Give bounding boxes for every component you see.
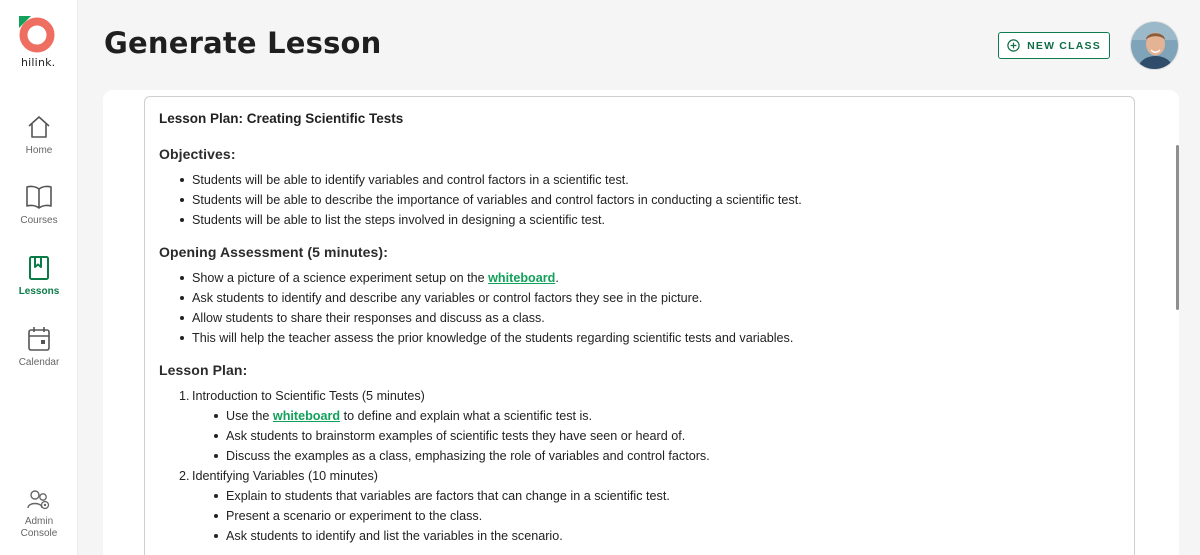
- logo-mark-icon: [18, 16, 58, 56]
- home-icon: [26, 114, 52, 140]
- step-title: Introduction to Scientific Tests (5 minutes): [192, 389, 425, 403]
- plus-circle-icon: [1007, 39, 1020, 52]
- admin-label-line1: Admin: [24, 516, 54, 527]
- list-item: Students will be able to describe the importance of variables and control factors in conducting a scientific test.: [159, 190, 1120, 210]
- list-item: Present a scenario or experiment to the class.: [192, 506, 1120, 526]
- step-sub-list: [192, 486, 1120, 546]
- sidebar: [0, 0, 78, 555]
- text-segment: to define and explain what a scientific test is.: [340, 409, 593, 423]
- scrollbar[interactable]: [1176, 145, 1179, 310]
- text-segment: Use the: [226, 409, 273, 423]
- list-item: This will help the teacher assess the prior knowledge of the students regarding scientific tests and variables.: [159, 328, 1120, 348]
- list-item: Ask students to identify and list the variables in the scenario.: [192, 526, 1120, 546]
- lesson-plan-heading: Lesson Plan:: [159, 362, 248, 378]
- sidebar-item-label: [0, 516, 78, 540]
- lesson-steps-list: [159, 386, 1120, 546]
- new-class-button[interactable]: [998, 32, 1110, 59]
- list-item: Students will be able to identify variables and control factors in a scientific test.: [159, 170, 1120, 190]
- sidebar-item-label: Home: [25, 145, 53, 156]
- list-item: Students will be able to list the steps involved in designing a scientific test.: [159, 210, 1120, 230]
- brand-name: hilink.: [21, 56, 56, 69]
- opening-assessment-list: [159, 268, 1120, 348]
- user-avatar[interactable]: [1130, 21, 1179, 70]
- book-open-icon: [25, 184, 53, 210]
- page-title: Generate Lesson: [104, 26, 382, 60]
- calendar-icon: [27, 326, 51, 352]
- objectives-heading: Objectives:: [159, 146, 236, 162]
- admin-label-line2: Console: [20, 528, 58, 539]
- whiteboard-link[interactable]: whiteboard: [272, 409, 341, 423]
- list-item: [192, 406, 1120, 426]
- list-item: Explain to students that variables are factors that can change in a scientific test.: [192, 486, 1120, 506]
- text-segment: Show a picture of a science experiment setup on the: [192, 271, 489, 285]
- step-number: 1.: [179, 389, 190, 403]
- lesson-title: Lesson Plan: Creating Scientific Tests: [159, 111, 404, 126]
- sidebar-item-label: Lessons: [18, 286, 60, 297]
- list-item: Allow students to share their responses and discuss as a class.: [159, 308, 1120, 328]
- avatar-photo: [1131, 22, 1179, 70]
- admin-users-icon: [26, 488, 52, 512]
- sidebar-item-label: Courses: [20, 215, 58, 226]
- opening-assessment-heading: Opening Assessment (5 minutes):: [159, 244, 388, 260]
- sidebar-item-courses[interactable]: [0, 184, 78, 226]
- sidebar-item-home[interactable]: [0, 114, 78, 156]
- step-item: [159, 386, 1120, 466]
- whiteboard-link[interactable]: whiteboard: [488, 271, 556, 285]
- step-title: Identifying Variables (10 minutes): [192, 469, 378, 483]
- objectives-list: [159, 170, 1120, 230]
- step-item: [159, 466, 1120, 546]
- bookmark-book-icon: [27, 255, 51, 281]
- list-item: Ask students to identify and describe any variables or control factors they see in the picture.: [159, 288, 1120, 308]
- new-class-label: NEW CLASS: [1027, 39, 1101, 52]
- list-item: Discuss the examples as a class, emphasizing the role of variables and control factors.: [192, 446, 1120, 466]
- sidebar-item-admin-console[interactable]: [0, 488, 78, 540]
- sidebar-item-calendar[interactable]: [0, 326, 78, 368]
- lesson-plan-document[interactable]: [144, 96, 1135, 555]
- step-number: 2.: [179, 469, 190, 483]
- list-item: [159, 268, 1120, 288]
- text-segment: .: [555, 271, 559, 285]
- sidebar-item-label: Calendar: [18, 357, 60, 368]
- step-sub-list: [192, 406, 1120, 466]
- list-item: Ask students to brainstorm examples of scientific tests they have seen or heard of.: [192, 426, 1120, 446]
- sidebar-item-lessons[interactable]: [0, 255, 78, 297]
